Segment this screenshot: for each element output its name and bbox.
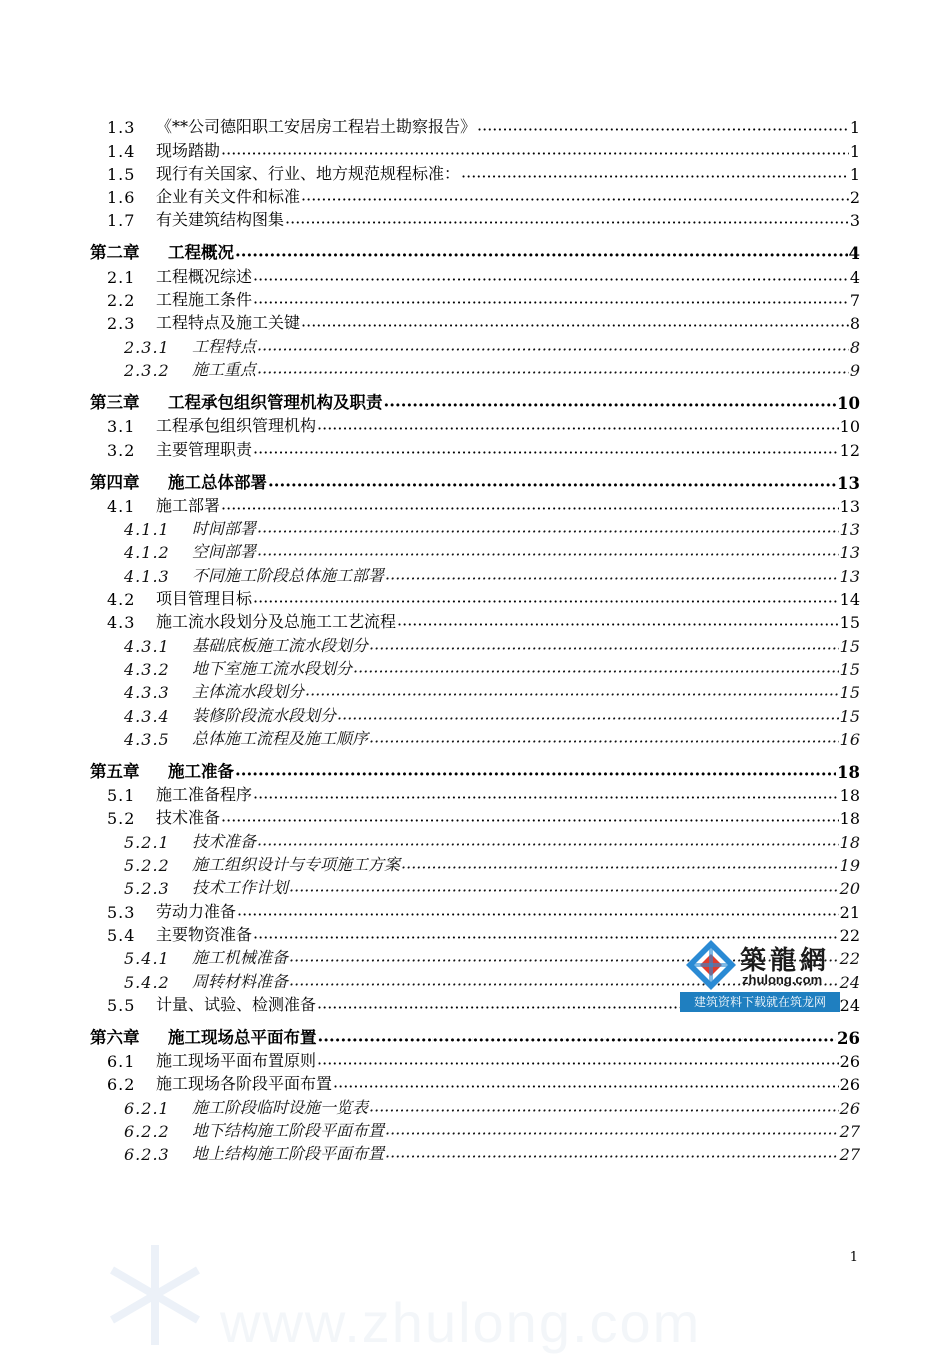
toc-leader-dots (369, 733, 839, 749)
toc-page-number: 15 (839, 683, 860, 703)
toc-number: 2.2 (107, 291, 136, 311)
toc-number: 5.2.2 (124, 856, 170, 876)
toc-leader-dots (317, 1055, 839, 1071)
toc-page-number: 26 (839, 1052, 860, 1072)
toc-subsection[interactable] (90, 333, 860, 356)
toc-section[interactable] (90, 114, 860, 137)
toc-leader-dots (221, 812, 839, 828)
toc-number: 5.4.2 (124, 972, 170, 992)
toc-page-number: 24 (839, 995, 860, 1015)
toc-page-number: 13 (839, 566, 860, 586)
toc-subsection[interactable] (90, 562, 860, 585)
toc-subsection[interactable] (90, 1141, 860, 1164)
toc-title: 施工重点 (192, 359, 257, 379)
toc-page-number: 20 (839, 879, 860, 899)
toc-number: 2.1 (107, 267, 136, 287)
toc-page-number: 10 (837, 393, 860, 413)
toc-section[interactable] (90, 805, 860, 828)
toc-leader-dots (257, 523, 839, 539)
snowflake-watermark-icon (100, 1240, 210, 1350)
toc-page-number: 1 (849, 164, 860, 184)
toc-number: 4.3.4 (124, 706, 170, 726)
toc-page-number: 21 (839, 902, 860, 922)
toc-page-number: 18 (839, 809, 860, 829)
toc-leader-dots (301, 317, 849, 333)
toc-subsection[interactable] (90, 516, 860, 539)
toc-page-number: 26 (837, 1028, 860, 1048)
toc-subsection[interactable] (90, 1118, 860, 1141)
toc-section[interactable] (90, 493, 860, 516)
toc-number: 4.3.1 (124, 636, 170, 656)
toc-number: 4.1.3 (124, 566, 170, 586)
toc-leader-dots (253, 444, 839, 460)
toc-title: 施工阶段临时设施一览表 (192, 1097, 369, 1117)
toc-leader-dots (253, 789, 839, 805)
toc-page-number: 15 (839, 613, 860, 633)
toc-number: 1.3 (107, 118, 136, 138)
toc-number: 5.4.1 (124, 949, 170, 969)
toc-title: 施工准备 (168, 761, 234, 781)
toc-leader-dots (385, 1125, 839, 1141)
toc-page-number: 9 (849, 360, 860, 380)
toc-leader-dots (477, 121, 849, 137)
toc-page-number: 13 (837, 473, 860, 493)
toc-number: 5.2.1 (124, 832, 170, 852)
toc-page-number: 18 (839, 786, 860, 806)
watermark (100, 1230, 702, 1354)
toc-number: 6.2.3 (124, 1145, 170, 1165)
toc-page-number: 15 (839, 659, 860, 679)
toc-number: 6.2 (107, 1075, 136, 1095)
toc-leader-dots (385, 570, 839, 586)
toc-number: 1.5 (107, 164, 136, 184)
toc-leader-dots (253, 294, 849, 310)
toc-number: 4.1.1 (124, 520, 170, 540)
toc-leader-dots (257, 836, 839, 852)
toc-title: 施工机械准备 (192, 948, 289, 968)
toc-title: 工程特点及施工关键 (156, 313, 301, 333)
toc-leader-dots (285, 214, 849, 230)
toc-number: 2.3.1 (124, 337, 170, 357)
toc-section[interactable] (90, 1048, 860, 1071)
toc-subsection[interactable] (90, 357, 860, 380)
toc-page-number: 19 (839, 856, 860, 876)
toc-subsection[interactable] (90, 632, 860, 655)
toc-page-number: 18 (837, 762, 860, 782)
toc-leader-dots (235, 765, 836, 782)
toc-title: 技术准备 (192, 831, 257, 851)
logo-brand-en: zhulong.com (742, 972, 823, 987)
toc-number: 1.7 (107, 211, 136, 231)
toc-page-number: 1 (849, 141, 860, 161)
toc-number: 4.3.5 (124, 729, 170, 749)
toc-leader-dots (369, 1102, 839, 1118)
toc-title: 主要物资准备 (156, 924, 253, 944)
toc-number: 5.5 (107, 995, 136, 1015)
toc-title: 施工现场平面布置原则 (156, 1051, 317, 1071)
toc-section[interactable] (90, 898, 860, 921)
toc-leader-dots (384, 396, 837, 413)
toc-number: 第二章 (90, 243, 140, 263)
toc-number: 第四章 (90, 472, 140, 492)
toc-title: 项目管理目标 (156, 589, 253, 609)
toc-number: 2.3 (107, 314, 136, 334)
toc-title: 地下室施工流水段划分 (192, 658, 353, 678)
toc-title: 工程概况 (168, 243, 234, 263)
toc-title: 工程承包组织管理机构及职责 (168, 392, 383, 412)
toc-section[interactable] (90, 586, 860, 609)
toc-leader-dots (235, 247, 848, 264)
toc-title: 施工总体部署 (168, 472, 267, 492)
toc-leader-dots (221, 500, 839, 516)
toc-page-number: 2 (849, 188, 860, 208)
toc-page-number: 13 (839, 543, 860, 563)
toc-number: 3.1 (107, 417, 136, 437)
zhulong-logo[interactable] (680, 936, 840, 1014)
toc-subsection[interactable] (90, 679, 860, 702)
toc-title: 施工现场总平面布置 (168, 1027, 317, 1047)
toc-chapter[interactable] (90, 230, 860, 263)
toc-page-number: 10 (839, 417, 860, 437)
toc-page-number: 22 (839, 949, 860, 969)
toc-title: 地下结构施工阶段平面布置 (192, 1120, 385, 1140)
toc-title: 《**公司德阳职工安居房工程岩土勘察报告》 (156, 117, 477, 137)
toc-section[interactable] (90, 161, 860, 184)
toc-section[interactable] (90, 184, 860, 207)
toc-page-number: 4 (848, 244, 860, 264)
toc-section[interactable] (90, 413, 860, 436)
toc-title: 工程承包组织管理机构 (156, 416, 317, 436)
toc-section[interactable] (90, 1071, 860, 1094)
toc-number: 第三章 (90, 392, 140, 412)
toc-number: 4.1 (107, 496, 136, 516)
toc-leader-dots (257, 341, 849, 357)
toc-title: 地上结构施工阶段平面布置 (192, 1144, 385, 1164)
toc-page-number: 26 (839, 1098, 860, 1118)
toc-page-number: 7 (849, 291, 860, 311)
toc-section[interactable] (90, 782, 860, 805)
toc-page-number: 13 (839, 520, 860, 540)
toc-subsection[interactable] (90, 875, 860, 898)
toc-number: 5.3 (107, 902, 136, 922)
toc-title: 施工组织设计与专项施工方案 (192, 855, 401, 875)
toc-subsection[interactable] (90, 1094, 860, 1117)
toc-chapter[interactable] (90, 460, 860, 493)
toc-title: 施工部署 (156, 495, 221, 515)
toc-title: 不同施工阶段总体施工部署 (192, 565, 385, 585)
toc-leader-dots (301, 191, 849, 207)
toc-title: 时间部署 (192, 519, 257, 539)
toc-subsection[interactable] (90, 726, 860, 749)
toc-leader-dots (253, 593, 839, 609)
toc-leader-dots (401, 859, 839, 875)
toc-leader-dots (305, 686, 839, 702)
toc-chapter[interactable] (90, 1015, 860, 1048)
toc-title: 有关建筑结构图集 (156, 210, 285, 230)
toc-title: 工程施工条件 (156, 290, 253, 310)
toc-title: 施工现场各阶段平面布置 (156, 1074, 333, 1094)
toc-page-number: 1 (849, 118, 860, 138)
toc-leader-dots (369, 640, 839, 656)
toc-number: 第五章 (90, 761, 140, 781)
toc-number: 5.4 (107, 925, 136, 945)
toc-section[interactable] (90, 263, 860, 286)
toc-page-number: 18 (839, 832, 860, 852)
toc-number: 4.1.2 (124, 543, 170, 563)
toc-leader-dots (461, 168, 849, 184)
toc-subsection[interactable] (90, 852, 860, 875)
toc-subsection[interactable] (90, 656, 860, 679)
toc-number: 第六章 (90, 1027, 140, 1047)
toc-number: 6.2.1 (124, 1098, 170, 1118)
toc-subsection[interactable] (90, 539, 860, 562)
toc-page-number: 4 (849, 267, 860, 287)
toc-page-number: 8 (849, 314, 860, 334)
toc-leader-dots (289, 882, 839, 898)
toc-page-number: 26 (839, 1075, 860, 1095)
toc-title: 基础底板施工流水段划分 (192, 635, 369, 655)
toc-number: 1.6 (107, 188, 136, 208)
toc-number: 4.2 (107, 590, 136, 610)
toc-number: 1.4 (107, 141, 136, 161)
toc-page-number: 15 (839, 706, 860, 726)
toc-chapter[interactable] (90, 380, 860, 413)
toc-title: 工程概况综述 (156, 266, 253, 286)
toc-number: 5.2 (107, 809, 136, 829)
toc-leader-dots (257, 364, 849, 380)
logo-banner: 建筑资料下载就在筑龙网 (680, 992, 840, 1012)
toc-page-number: 22 (839, 925, 860, 945)
toc-page-number: 12 (839, 440, 860, 460)
toc-page-number: 3 (849, 211, 860, 231)
toc-number: 3.2 (107, 440, 136, 460)
toc-page-number: 8 (849, 337, 860, 357)
toc-section[interactable] (90, 207, 860, 230)
toc-page-number: 27 (839, 1121, 860, 1141)
toc-title: 主要管理职责 (156, 439, 253, 459)
toc-title: 施工准备程序 (156, 785, 253, 805)
toc-title: 周转材料准备 (192, 971, 289, 991)
toc-title: 技术准备 (156, 808, 221, 828)
toc-number: 5.2.3 (124, 879, 170, 899)
toc-leader-dots (268, 476, 836, 493)
toc-section[interactable] (90, 287, 860, 310)
toc-title: 工程特点 (192, 336, 257, 356)
toc-title: 装修阶段流水段划分 (192, 705, 337, 725)
toc-leader-dots (221, 145, 849, 161)
toc-title: 现场踏勘 (156, 140, 221, 160)
toc-page-number: 27 (839, 1145, 860, 1165)
toc-leader-dots (257, 546, 839, 562)
logo-brand-cn: 築龍網 (740, 946, 831, 976)
toc-page-number: 16 (839, 729, 860, 749)
toc-leader-dots (333, 1078, 839, 1094)
toc-leader-dots (397, 616, 839, 632)
toc-section[interactable] (90, 436, 860, 459)
toc-number: 6.1 (107, 1052, 136, 1072)
toc-title: 主体流水段划分 (192, 682, 305, 702)
toc-leader-dots (385, 1148, 839, 1164)
toc-title: 劳动力准备 (156, 901, 237, 921)
toc-section[interactable] (90, 137, 860, 160)
toc-leader-dots (253, 271, 849, 287)
toc-page-number: 14 (839, 590, 860, 610)
toc-page-number: 13 (839, 496, 860, 516)
toc-subsection[interactable] (90, 828, 860, 851)
toc-section[interactable] (90, 310, 860, 333)
watermark-text: www.zhulong.com (220, 1291, 702, 1354)
toc-number: 6.2.2 (124, 1121, 170, 1141)
toc-number: 4.3.2 (124, 659, 170, 679)
toc-number: 5.1 (107, 786, 136, 806)
toc-leader-dots (317, 420, 839, 436)
toc-leader-dots (353, 663, 839, 679)
toc-chapter[interactable] (90, 749, 860, 782)
toc-subsection[interactable] (90, 702, 860, 725)
toc-leader-dots (337, 710, 839, 726)
toc-page-number: 24 (839, 972, 860, 992)
toc-title: 企业有关文件和标准 (156, 187, 301, 207)
toc-title: 计量、试验、检测准备 (156, 994, 317, 1014)
toc-number: 4.3 (107, 613, 136, 633)
toc-leader-dots (318, 1031, 837, 1048)
toc-title: 施工流水段划分及总施工工艺流程 (156, 612, 397, 632)
toc-title: 技术工作计划 (192, 878, 289, 898)
toc-number: 4.3.3 (124, 683, 170, 703)
toc-leader-dots (237, 906, 839, 922)
toc-title: 空间部署 (192, 542, 257, 562)
zhulong-mark-icon (684, 938, 738, 992)
page-number: 1 (849, 1250, 858, 1265)
toc-section[interactable] (90, 609, 860, 632)
toc-number: 2.3.2 (124, 360, 170, 380)
toc-title: 总体施工流程及施工顺序 (192, 728, 369, 748)
toc-title: 现行有关国家、行业、地方规范规程标准： (156, 163, 461, 183)
toc-page-number: 15 (839, 636, 860, 656)
